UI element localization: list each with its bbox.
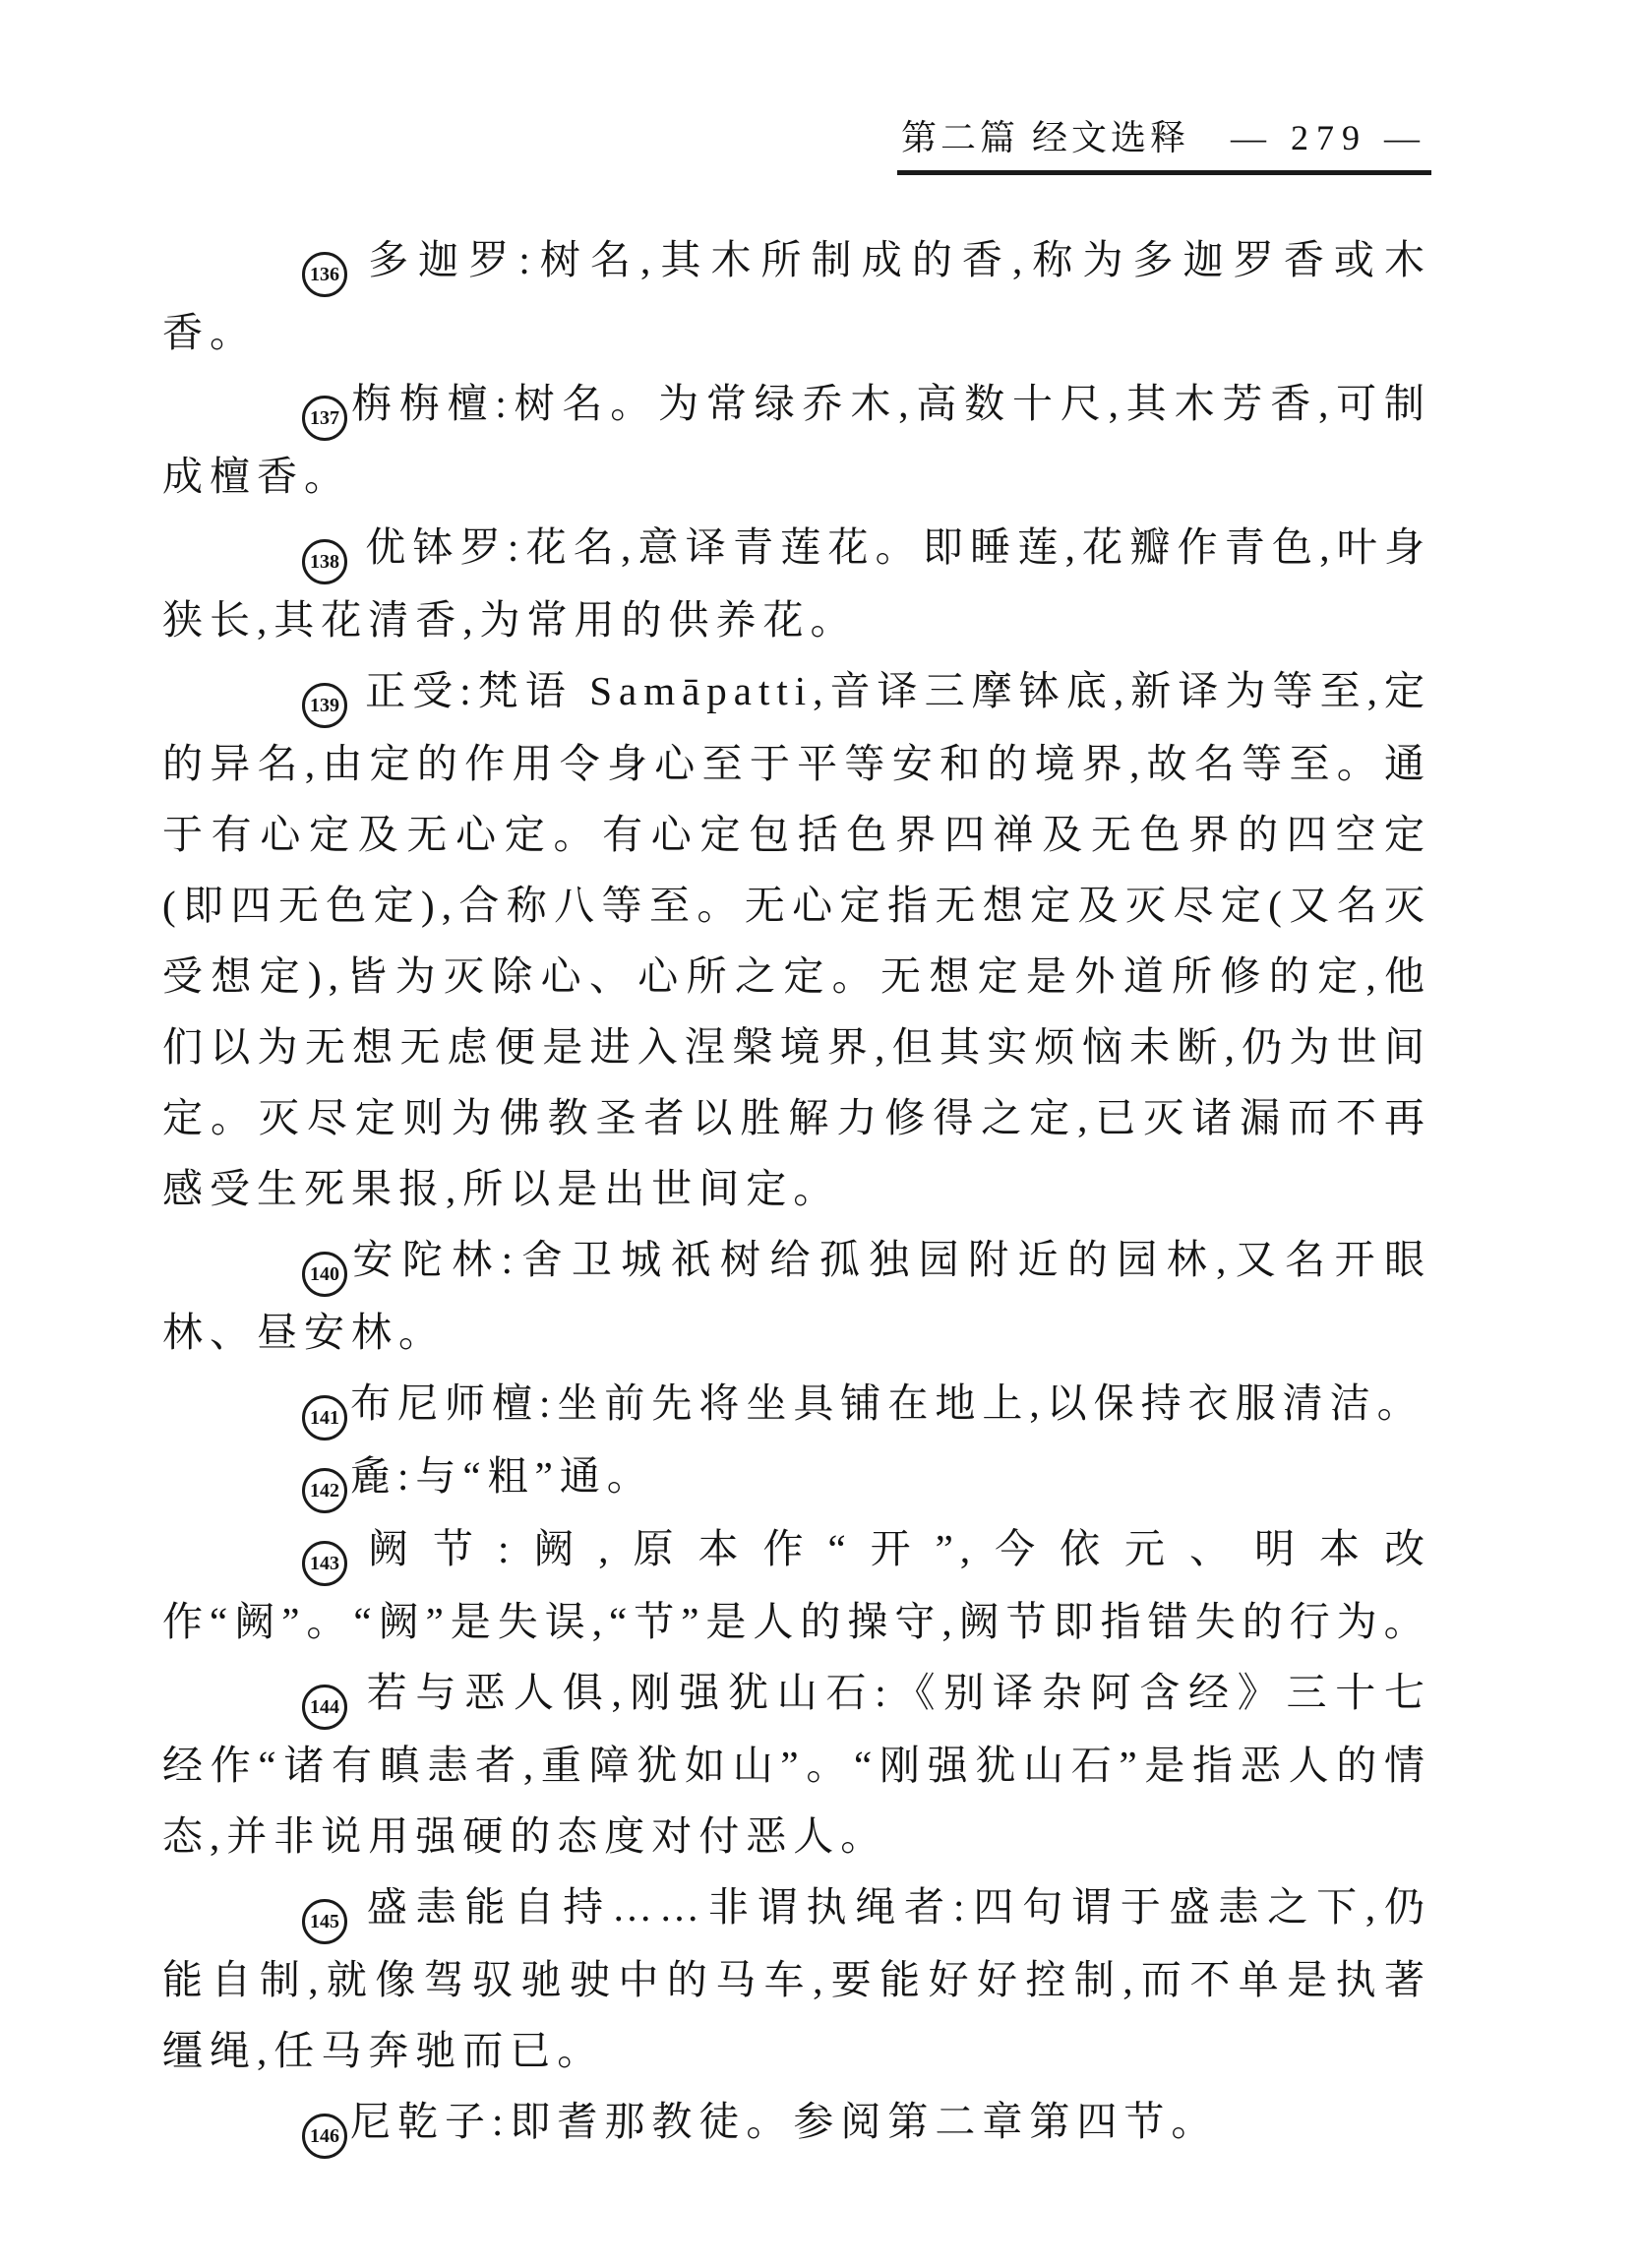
note-136 — [162, 224, 1431, 368]
note-number-badge: 142 — [302, 1468, 347, 1513]
note-141 — [162, 1368, 1431, 1440]
note-number-badge: 139 — [302, 683, 347, 728]
note-144 — [162, 1657, 1431, 1871]
note-text: 阙节:阙,原本作“开”,今依元、明本改作“阙”。“阙”是失误,“节”是人的操守,阙节即指错失的行为。 — [162, 1526, 1431, 1644]
note-number-badge: 140 — [302, 1252, 347, 1297]
note-text: 布尼师檀:坐前先将坐具铺在地上,以保持衣服清洁。 — [350, 1380, 1425, 1426]
note-text: 若与恶人俱,刚强犹山石:《别译杂阿含经》三十七经作“诸有瞋恚者,重障犹如山”。“刚强犹山石”是指恶人的情态,并非说用强硬的态度对付恶人。 — [162, 1670, 1431, 1859]
note-145 — [162, 1871, 1431, 2086]
note-text: 尼乾子:即耆那教徒。参阅第二章第四节。 — [350, 2099, 1219, 2144]
note-number-badge: 143 — [302, 1541, 347, 1586]
note-number-badge: 141 — [302, 1395, 347, 1440]
note-number-badge: 144 — [302, 1685, 347, 1730]
note-140 — [162, 1224, 1431, 1368]
note-142 — [162, 1440, 1431, 1513]
note-text: 麁:与“粗”通。 — [350, 1453, 654, 1499]
running-head — [897, 110, 1431, 175]
note-text: 多迦罗:树名,其木所制成的香,称为多迦罗香或木香。 — [162, 237, 1431, 355]
note-number-badge: 146 — [302, 2114, 347, 2159]
note-number-badge: 145 — [302, 1899, 347, 1944]
note-137 — [162, 368, 1431, 512]
note-138 — [162, 512, 1431, 655]
note-139 — [162, 655, 1431, 1224]
note-143 — [162, 1513, 1431, 1657]
page-number: — 279 — — [1231, 118, 1427, 157]
note-text: 安陀林:舍卫城祇树给孤独园附近的园林,又名开眼林、昼安林。 — [162, 1237, 1431, 1355]
note-number-badge: 137 — [302, 396, 347, 441]
note-text: 优钵罗:花名,意译青莲花。即睡莲,花瓣作青色,叶身狭长,其花清香,为常用的供养花。 — [162, 524, 1431, 643]
section-title: 第二篇 经文选释 — [900, 118, 1189, 157]
page-header — [0, 0, 1637, 175]
note-text: 盛恚能自持……非谓执绳者:四句谓于盛恚之下,仍能自制,就像驾驭驰驶中的马车,要能好好控制,而不单是执著缰绳,任马奔驰而已。 — [162, 1884, 1431, 2073]
note-text: 栴栴檀:树名。为常绿乔木,高数十尺,其木芳香,可制成檀香。 — [162, 381, 1431, 499]
note-number-badge: 138 — [302, 539, 347, 584]
note-text: 正受:梵语 Samāpatti,音译三摩钵底,新译为等至,定的异名,由定的作用令身心至于平等安和的境界,故名等至。通于有心定及无心定。有心定包括色界四禅及无色界的四空定(即四无色定),合称八等至。无心定指无想定及灭尽定(又名灭受想定),皆为灭除心、心所之定。无想定是外道所修的定,他们以为无想无虑便是进入涅槃境界,但其实烦恼未断,仍为世间定。灭尽定则为佛教圣者以胜解力修得之定,已灭诸漏而不再感受生死果报,所以是出世间定。 — [162, 668, 1431, 1211]
note-number-badge: 136 — [302, 252, 347, 297]
annotations-body — [162, 224, 1431, 2159]
note-146 — [162, 2086, 1431, 2159]
